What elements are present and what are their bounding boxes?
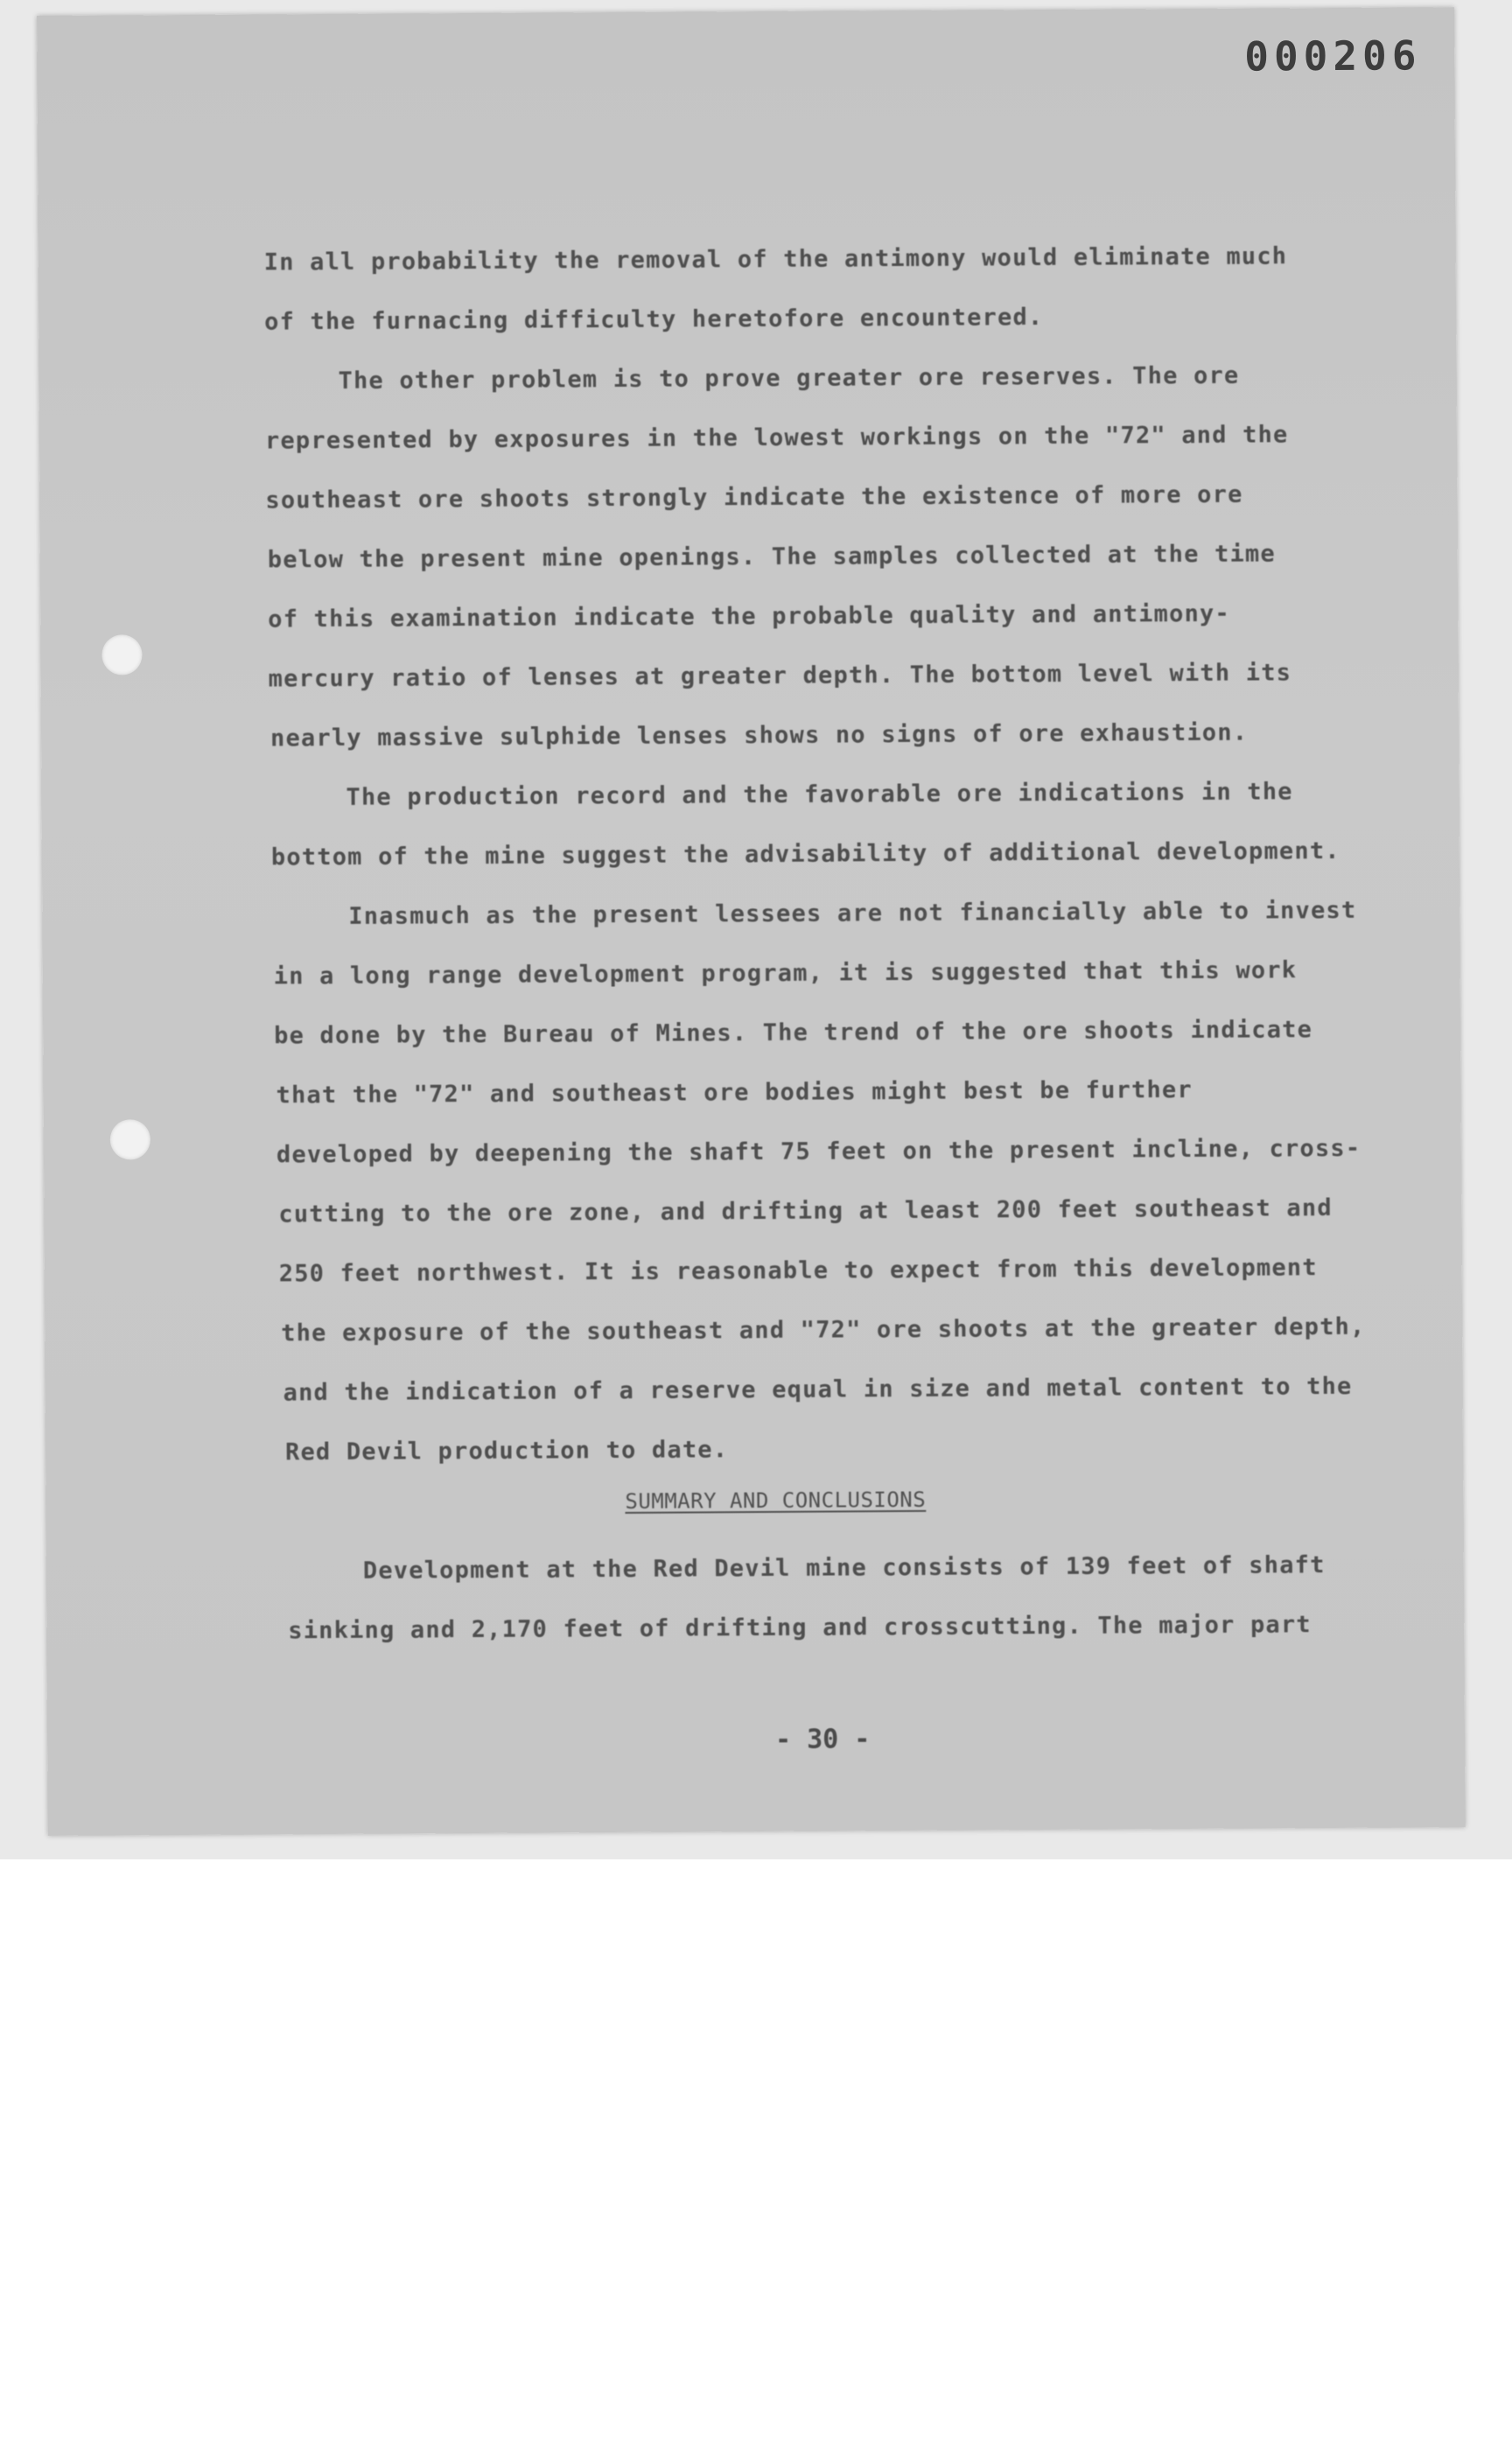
- text-line: 250 feet northwest. It is reasonable to expect from this development: [278, 1254, 1318, 1288]
- document-page: [37, 7, 1466, 1836]
- text-line: developed by deepening the shaft 75 feet on the present incline, cross-: [276, 1134, 1362, 1169]
- text-line: of the furnacing difficulty heretofore encountered.: [264, 303, 1044, 336]
- text-line: The other problem is to prove greater ore reserves. The ore: [338, 361, 1240, 395]
- text-line: and the indication of a reserve equal in size and metal content to the: [283, 1372, 1353, 1407]
- text-line: be done by the Bureau of Mines. The trend of the ore shoots indicate: [274, 1016, 1313, 1050]
- text-line: represented by exposures in the lowest workings on the "72" and the: [264, 421, 1289, 455]
- document-number: 000206: [1244, 32, 1422, 80]
- text-line: Inasmuch as the present lessees are not financially able to invest: [348, 896, 1357, 930]
- text-line: the exposure of the southeast and "72" ore shoots at the greater depth,: [281, 1312, 1366, 1348]
- text-line: cutting to the ore zone, and drifting at least 200 feet southeast and: [278, 1194, 1333, 1228]
- text-line: Red Devil production to date.: [284, 1436, 729, 1466]
- text-line: sinking and 2,170 feet of drifting and crosscutting. The major part: [288, 1611, 1312, 1645]
- text-line: The production record and the favorable ore indications in the: [346, 778, 1293, 811]
- text-line: Development at the Red Devil mine consists of 139 feet of shaft: [362, 1551, 1326, 1585]
- text-line: below the present mine openings. The samples collected at the time: [267, 540, 1276, 574]
- text-line: southeast ore shoots strongly indicate the existence of more ore: [265, 480, 1243, 514]
- text-line: mercury ratio of lenses at greater depth. The bottom level with its: [268, 659, 1292, 693]
- page-number: - 30 -: [774, 1724, 871, 1755]
- text-line: that the "72" and southeast ore bodies might best be further: [276, 1075, 1193, 1110]
- text-line: In all probability the removal of the antimony would eliminate much: [263, 242, 1288, 276]
- text-line: of this examination indicate the probable quality and antimony-: [268, 599, 1230, 634]
- section-heading: SUMMARY AND CONCLUSIONS: [625, 1487, 927, 1514]
- text-line: bottom of the mine suggest the advisability of additional development.: [270, 836, 1340, 872]
- text-line: in a long range development program, it is suggested that this work: [273, 956, 1298, 990]
- text-line: nearly massive sulphide lenses shows no signs of ore exhaustion.: [270, 718, 1249, 752]
- punch-hole-bottom: [110, 1119, 150, 1159]
- punch-hole-top: [102, 634, 142, 675]
